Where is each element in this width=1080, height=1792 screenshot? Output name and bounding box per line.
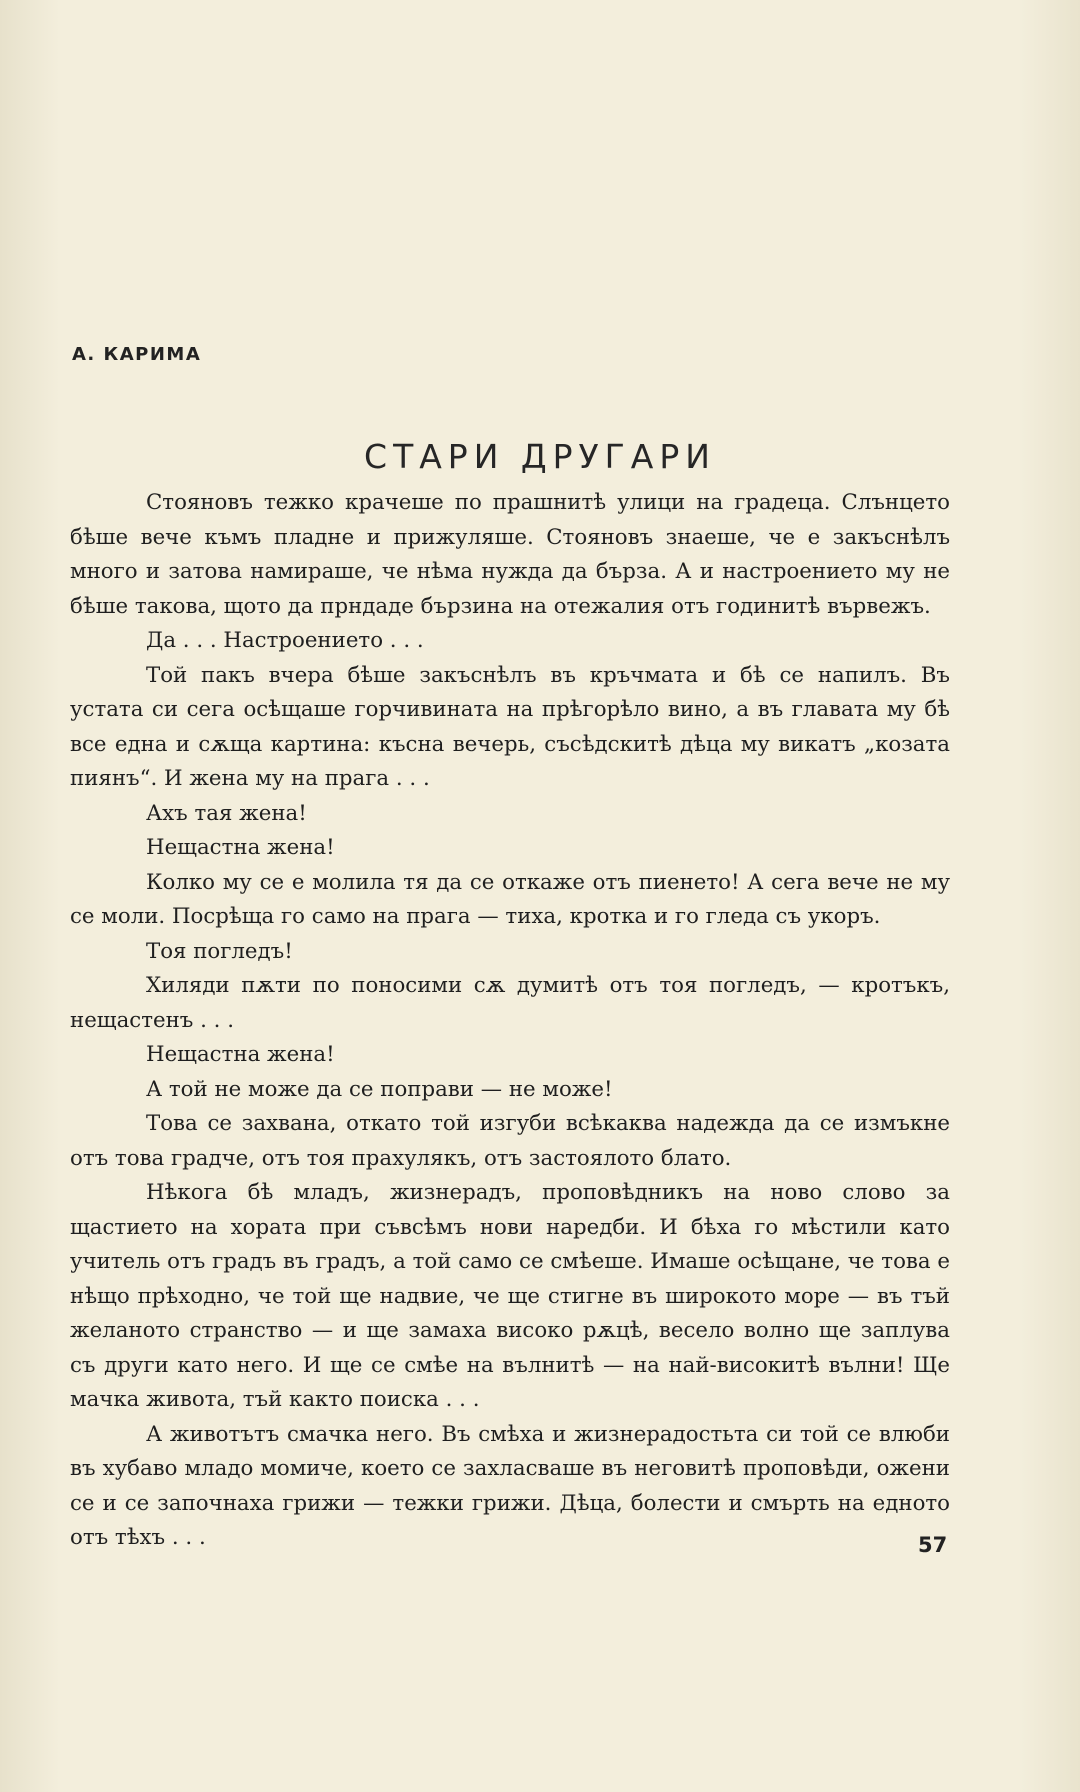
paragraph: Тоя погледъ! <box>146 938 293 964</box>
paragraph: А той не може да се поправи — не може! <box>146 1076 613 1102</box>
story-title: СТАРИ ДРУГАРИ <box>364 437 716 477</box>
paragraph: Той пакъ вчера бѣше закъснѣлъ въ кръчмата и бѣ се напилъ. Въ устата си сега осѣщаше горчивината на прѣгорѣло вино, а въ главата му бѣ все една и сѫща картина: късна вечерь, съсѣдскитѣ дѣца му викатъ „козата пиянъ“. И жена му на прага . . . <box>70 662 950 791</box>
paragraph: Да . . . Настроението . . . <box>146 628 424 653</box>
paragraph: Стояновъ тежко крачеше по прашнитѣ улици на градеца. Слънцето бѣше вече къмъ пладне и прижуляше. Стояновъ знаеше, че е закъснѣлъ много и затова намираше, че нѣма нужда да бърза. А и настроението му не бѣше такова, щото да прндаде бързина на отежалия отъ годинитѣ вървежъ. <box>70 490 950 619</box>
paragraph: Ахъ тая жена! <box>146 800 307 826</box>
paragraph: Колко му се е молила тя да се откаже отъ пиенето! А сега вече не му се моли. Посрѣща го само на прага — тиха, кротка и го гледа съ укоръ. <box>70 869 950 929</box>
paragraph: А животътъ смачка него. Въ смѣха и жизнерадостьта си той се влюби въ хубаво младо момиче, което се захласваше въ неговитѣ проповѣди, ожени се и се започнаха грижи — тежки грижи. Дѣца, болести и смърть на едното отъ тѣхъ . . . <box>70 1421 950 1550</box>
paragraph: Нещастна жена! <box>146 1042 335 1067</box>
page-number: 57 <box>918 1533 948 1557</box>
paragraph: Нѣкога бѣ младъ, жизнерадъ, проповѣдникъ на ново слово за щастието на хората при съвсѣмъ нови наредби. И бѣха го мѣстили като учитель отъ градъ въ градъ, а той само се смѣеше. Имаше осѣщане, че това е нѣщо прѣходно, че той ще надвие, че ще стигне въ широкото море — въ тъй желаното странство — и ще замаха високо рѫцѣ, весело волно ще заплува съ други като него. И ще се смѣе на вълнитѣ — на най-високитѣ вълни! Ще мачка живота, тъй както поиска . . . <box>70 1180 950 1412</box>
story-text <box>70 486 950 1556</box>
paragraph: Нещастна жена! <box>146 835 335 860</box>
paragraph: Това се захвана, откато той изгуби всѣкаква надежда да се измъкне отъ това градче, отъ тоя прахулякъ, отъ застоялото блато. <box>70 1111 950 1171</box>
author-name: А. КАРИМА <box>72 344 202 365</box>
paragraph: Хиляди пѫти по поносими сѫ думитѣ отъ тоя погледъ, — кротъкъ, нещастенъ . . . <box>70 973 950 1033</box>
